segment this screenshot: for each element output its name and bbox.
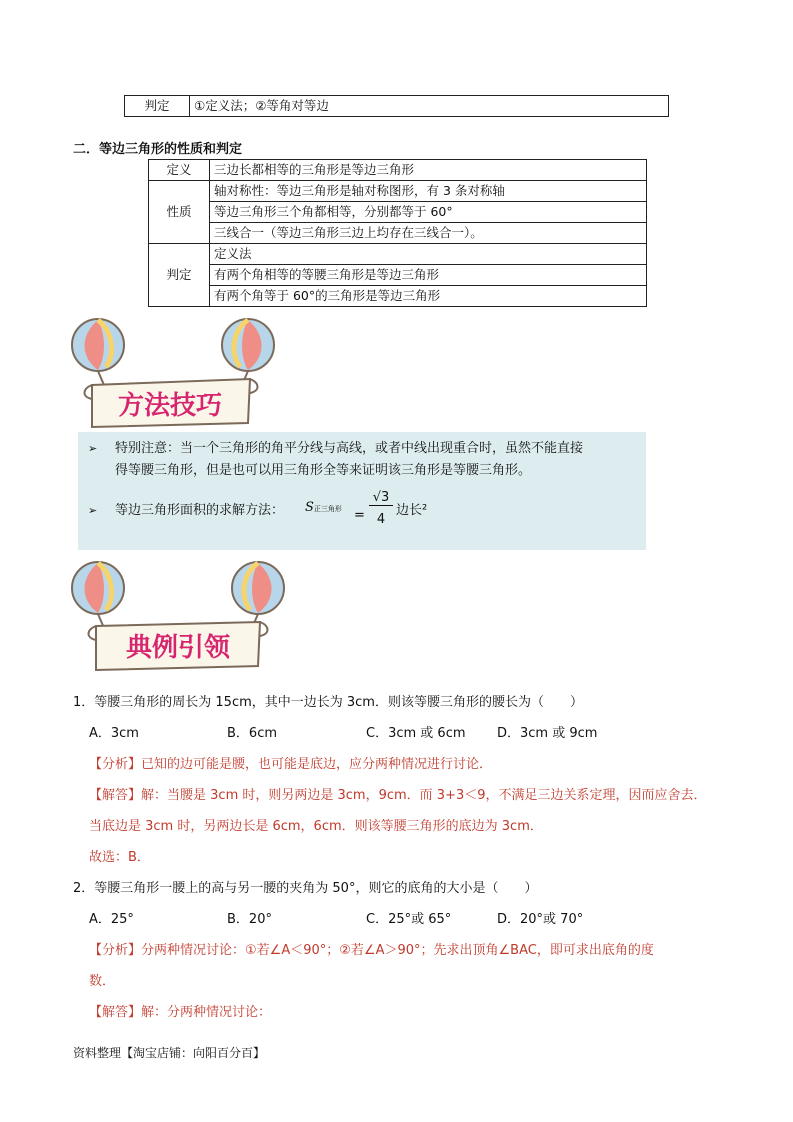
q1-answer-line1: 解：当腰是 3cm 时，则另两边是 3cm，9cm．而 3+3＜9，不满足三边关系定理，因而应舍去．	[141, 788, 707, 803]
prop-row: 轴对称性：等边三角形是轴对称图形，有 3 条对称轴	[210, 181, 647, 202]
q1-answer-tag: 【解答】	[89, 788, 142, 803]
examples-banner	[70, 558, 285, 673]
q2-analysis	[89, 941, 654, 961]
formula-s: S	[305, 500, 314, 515]
prop-label: 性质	[149, 181, 210, 244]
q2-answer-tag: 【解答】	[89, 1005, 142, 1020]
area-formula	[305, 500, 342, 515]
q2-option-c: C．25°或 65°	[366, 912, 452, 927]
judge-value: ①定义法；②等角对等边	[190, 96, 669, 117]
judge-row: 定义法	[210, 244, 647, 265]
judge-table	[124, 95, 669, 117]
banner-examples-text: 典例引领	[125, 633, 231, 663]
methods-banner	[70, 315, 280, 430]
q1-stem: 1．等腰三角形的周长为 15cm，其中一边长为 3cm．则该等腰三角形的腰长为（ ）	[73, 695, 583, 710]
q2-option-b: B．20°	[227, 912, 272, 927]
balloon-icon	[232, 562, 284, 628]
formula-sub: 正三角形	[313, 505, 342, 513]
tip1-arrow: ➢	[88, 442, 98, 455]
tip2-arrow: ➢	[88, 504, 98, 517]
judge-row: 有两个角相等的等腰三角形是等边三角形	[210, 265, 647, 286]
q2-stem: 2．等腰三角形一腰上的高与另一腰的夹角为 50°，则它的底角的大小是（ ）	[73, 881, 538, 896]
q2-option-d: D．20°或 70°	[497, 912, 584, 927]
q1-analysis	[89, 755, 492, 775]
formula-eq: =	[354, 508, 365, 523]
balloon-icon	[222, 319, 274, 385]
judge2-label: 判定	[149, 244, 210, 307]
formula-num: √3	[369, 490, 393, 506]
q2-answer	[89, 1003, 271, 1023]
q1-choose: 故选：B．	[89, 850, 150, 865]
banner-methods-text: 方法技巧	[117, 391, 223, 421]
q1-analysis-tag: 【分析】	[89, 757, 142, 772]
q2-analysis-line1: 分两种情况讨论：①若∠A＜90°；②若∠A＞90°；先求出顶角∠BAC，即可求出底角的度	[141, 943, 654, 958]
def-value: 三边长都相等的三角形是等边三角形	[210, 160, 647, 181]
tip1-line1: 特别注意：当一个三角形的角平分线与高线，或者中线出现重合时，虽然不能直接	[115, 441, 584, 456]
q2-option-a: A．25°	[89, 912, 134, 927]
tip2-prefix: 等边三角形面积的求解方法：	[115, 503, 285, 518]
q1-analysis-text: 已知的边可能是腰，也可能是底边，应分两种情况进行讨论．	[141, 757, 493, 772]
section-title: 二．等边三角形的性质和判定	[73, 142, 243, 157]
q2-analysis-tag: 【分析】	[89, 943, 142, 958]
equilateral-table	[148, 159, 647, 307]
q2-answer-text: 解：分两种情况讨论：	[141, 1005, 272, 1020]
tip1-line2: 得等腰三角形，但是也可以用三角形全等来证明该三角形是等腰三角形。	[115, 463, 532, 478]
balloon-icon	[72, 562, 124, 628]
formula-suffix: 边长²	[396, 503, 428, 518]
q2-analysis-line2: 数．	[89, 974, 116, 989]
q1-answer	[89, 786, 707, 806]
prop-row: 等边三角形三个角都相等，分别都等于 60°	[210, 202, 647, 223]
footer: 资料整理【淘宝店铺：向阳百分百】	[73, 1046, 266, 1060]
formula-den: 4	[376, 512, 386, 527]
q1-option-d: D．3cm 或 9cm	[497, 726, 598, 741]
q1-option-c: C．3cm 或 6cm	[366, 726, 466, 741]
judge-label: 判定	[125, 96, 190, 117]
prop-row: 三线合一（等边三角形三边上均存在三线合一）。	[210, 223, 647, 244]
balloon-icon	[72, 319, 124, 385]
def-label: 定义	[149, 160, 210, 181]
q1-option-b: B．6cm	[227, 726, 278, 741]
q1-option-a: A．3cm	[89, 726, 139, 741]
judge-row: 有两个角等于 60°的三角形是等边三角形	[210, 286, 647, 307]
q1-answer-line2: 当底边是 3cm 时，另两边长是 6cm，6cm．则该等腰三角形的底边为 3cm．	[89, 819, 543, 834]
